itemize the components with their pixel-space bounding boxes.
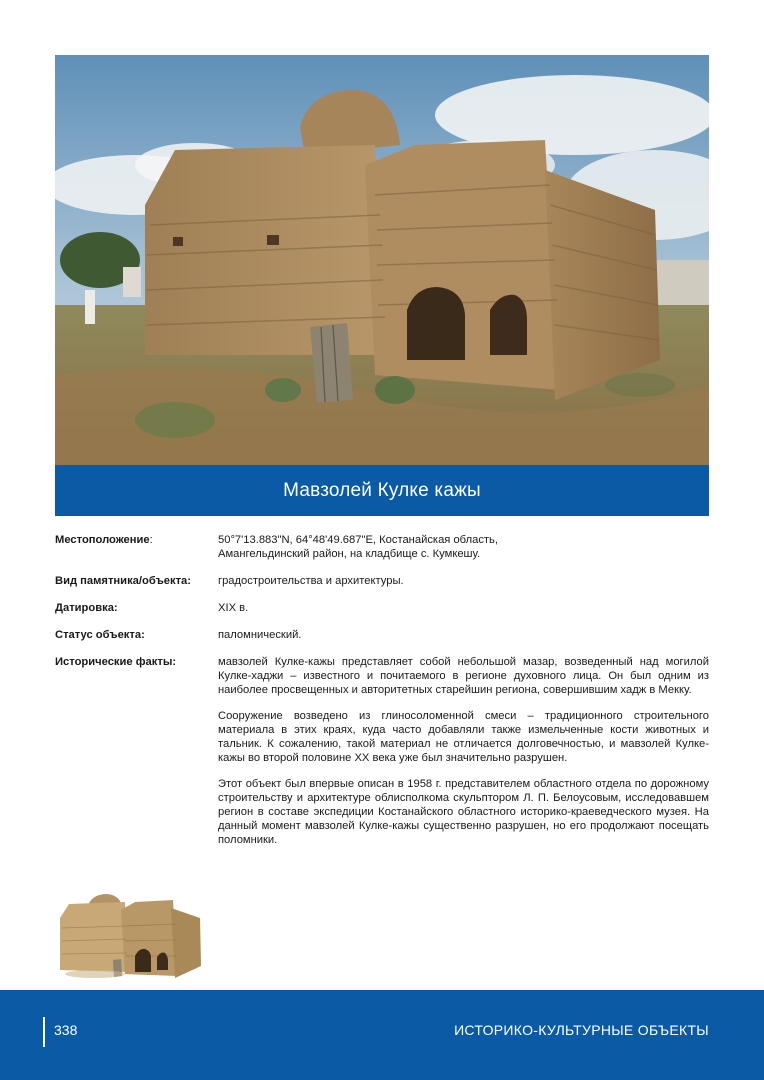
field-label: Вид памятника/объекта: — [55, 575, 191, 587]
mausoleum-photo — [55, 55, 709, 465]
historical-paragraph: Этот объект был впервые описан в 1958 г. представителем областного отдела по дорожному строительству и архитектуре облисполкома скульптором Л. П. Белоусовым, исследовавшем регион в составе экспедиции Костанайского областного историко-краеведческого музея. На данный момент мавзолей Кулке-кажы существенно разрушен, но его продолжают посещать поломники. — [218, 778, 709, 846]
historical-paragraph: мавзолей Кулке-кажы представляет собой небольшой мазар, возведенный над могилой Кулке-хаджи – известного и почитаемого в регионе духовного лица. Он был одним из наиболее просвещенных и авторитетных старейшин региона, совершившим хадж в Мекку. — [218, 656, 709, 696]
field-value: градостроительства и архитектуры. — [218, 575, 404, 587]
section-title: ИСТОРИКО-КУЛЬТУРНЫЕ ОБЪЕКТЫ — [454, 1022, 709, 1038]
field-value-line: 50°7'13.883"N, 64°48'49.687"E, Костанайская область, — [218, 534, 498, 546]
field-historical-facts — [55, 655, 709, 859]
field-dating — [55, 601, 709, 615]
monument-title: Мавзолей Кулке кажы — [55, 465, 709, 516]
monument-info — [55, 533, 709, 872]
page-number: 338 — [54, 1022, 78, 1038]
field-label: Исторические факты: — [55, 656, 177, 668]
field-label: Статус объекта: — [55, 629, 145, 641]
field-value-line: Амангельдинский район, на кладбище с. Кумкешу. — [218, 548, 481, 560]
footer-divider — [43, 1017, 45, 1047]
page-footer — [0, 990, 764, 1080]
field-label: Местоположение — [55, 534, 150, 546]
field-type — [55, 574, 709, 588]
mausoleum-thumbnail — [55, 886, 205, 982]
field-value: паломнический. — [218, 629, 302, 641]
historical-paragraph: Сооружение возведено из глиносоломенной смеси – традиционного строительного материала в этих краях, куда часто добавляли также измельченные кости животных и тальник. К сожалению, такой материал не отличается долговечностью, и мавзолей Кулке-кажы во второй половине XX века уже был значительно разрушен. — [218, 710, 709, 764]
field-label: Датировка: — [55, 602, 118, 614]
field-status — [55, 628, 709, 642]
field-label-colon: : — [149, 534, 153, 546]
field-value: XIX в. — [218, 602, 249, 614]
field-location — [55, 533, 709, 561]
